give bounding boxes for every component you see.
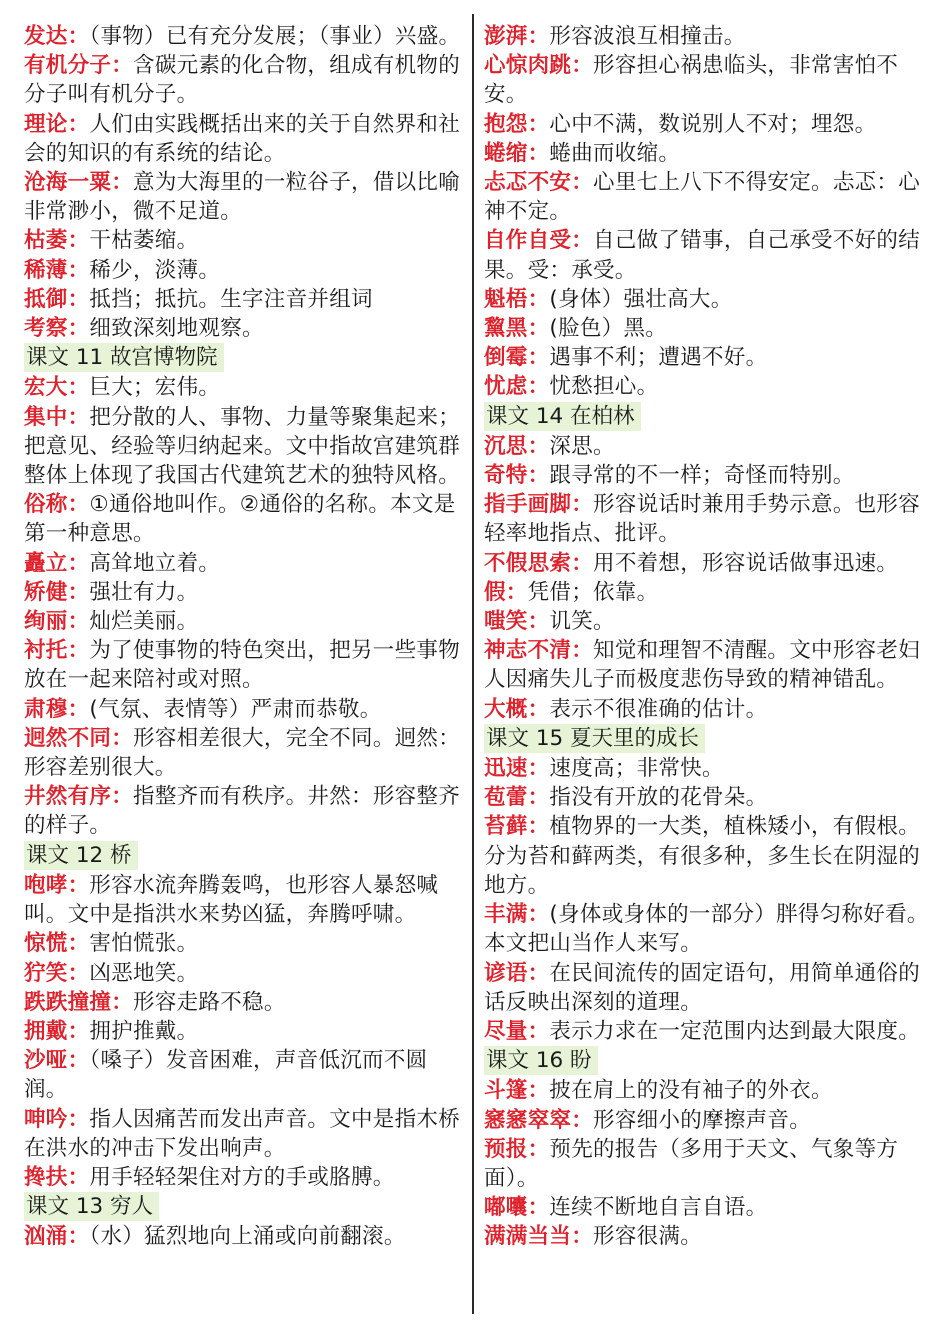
vocab-entry (24, 256, 469, 285)
vocab-entry (24, 549, 469, 578)
lesson-heading (484, 402, 929, 432)
vocab-definition: 表示力求在一定范围内达到最大限度。 (549, 1018, 921, 1044)
vocab-term: 汹涌： (24, 1224, 90, 1250)
vocab-definition: (脸色）黑。 (549, 316, 668, 342)
vocab-term: 奇特： (484, 463, 550, 489)
vocab-entry (24, 285, 469, 314)
vocab-entry (484, 432, 929, 461)
vocab-entry (484, 959, 929, 1017)
vocab-definition: 蜷曲而收缩。 (549, 140, 681, 166)
vocab-definition: 遇事不利；遭遇不好。 (549, 345, 768, 371)
vocab-definition: 细致深刻地观察。 (89, 316, 264, 342)
vocab-term: 不假思索： (484, 550, 594, 576)
vocab-term: 俗称： (24, 492, 90, 518)
vocab-entry (24, 929, 469, 958)
vocab-entry (24, 782, 469, 840)
vocab-term: 矫健： (24, 579, 90, 605)
vocab-term: 呻吟： (24, 1106, 90, 1132)
vocab-term: 黧黑： (484, 316, 550, 342)
vocab-definition: 含碳元素的化合物，组成有机物的分子叫有机分子。 (24, 53, 461, 108)
lesson-heading-text: 课文 15 夏天里的成长 (484, 724, 705, 753)
vocab-term: 自作自受： (484, 228, 594, 254)
vocab-definition: 形容相差很大，完全不同。迥然：形容差别很大。 (24, 725, 461, 781)
vocab-term: 满满当当： (484, 1224, 594, 1250)
vocab-term: 抵御： (24, 286, 90, 312)
vocab-entry (24, 1017, 469, 1046)
vocab-definition: 强壮有力。 (89, 579, 199, 605)
vocab-definition: 速度高；非常快。 (549, 756, 724, 782)
vocab-entry (24, 607, 469, 636)
vocab-definition: 用不着想，形容说话做事迅速。 (593, 550, 899, 576)
vocab-definition: 指人因痛苦而发出声音。文中是指木桥在洪水的冲击下发出响声。 (24, 1106, 461, 1161)
vocab-term: 矗立： (24, 550, 90, 576)
vocab-entry (484, 1017, 929, 1046)
vocab-term: 搀扶： (24, 1164, 90, 1190)
vocab-definition: 高耸地立着。 (89, 550, 221, 576)
vocab-entry (484, 490, 929, 548)
vocab-definition: 形容细小的摩擦声音。 (593, 1107, 812, 1133)
vocab-entry (484, 1076, 929, 1105)
vocab-entry (484, 372, 929, 401)
vocab-definition: 讥笑。 (549, 609, 615, 635)
vocab-entry (24, 110, 469, 168)
column-divider (472, 14, 474, 1314)
vocab-term: 枯萎： (24, 228, 90, 254)
lesson-heading (24, 841, 469, 871)
vocab-definition: 抵挡；抵抗。生字注音并组词 (89, 286, 373, 312)
vocab-definition: 预先的报告（多用于天文、气象等方面）。 (484, 1136, 899, 1191)
vocab-entry (484, 314, 929, 343)
vocab-definition: 凭借；依靠。 (527, 579, 659, 605)
vocab-definition: 自己做了错事，自己承受不好的结果。受：承受。 (484, 228, 921, 283)
lesson-heading (484, 1046, 929, 1076)
vocab-definition: 指没有开放的花骨朵。 (549, 785, 768, 811)
vocab-term: 神志不清： (484, 638, 594, 664)
vocab-entry (484, 900, 929, 958)
vocab-entry (24, 490, 469, 548)
vocab-entry (24, 226, 469, 255)
vocab-definition: 心里七上八下不得安定。忐忑：心神不定。 (484, 170, 921, 225)
vocab-entry (484, 549, 929, 578)
vocab-term: 惊慌： (24, 931, 90, 957)
vocab-entry (484, 783, 929, 812)
vocab-term: 倒霉： (484, 345, 550, 371)
vocab-term: 大概： (484, 696, 550, 722)
vocab-term: 衬托： (24, 638, 90, 664)
vocab-term: 苔藓： (484, 814, 550, 840)
vocab-entry (484, 1135, 929, 1193)
vocab-term: 跌跌撞撞： (24, 989, 134, 1015)
vocab-definition: 表示不很准确的估计。 (549, 696, 768, 722)
lesson-heading (24, 1192, 469, 1222)
vocab-entry (24, 578, 469, 607)
vocab-definition: 形容说话时兼用手势示意。也形容轻率地指点、批评。 (484, 492, 921, 547)
vocab-entry (24, 1222, 469, 1251)
lesson-heading-text: 课文 14 在柏林 (484, 402, 641, 431)
vocab-term: 魁梧： (484, 286, 550, 312)
vocab-definition: 在民间流传的固定语句，用简单通俗的话反映出深刻的道理。 (484, 960, 921, 1015)
vocab-term: 抱怨： (484, 111, 550, 137)
vocab-entry (24, 22, 469, 51)
vocab-definition: 形容走路不稳。 (133, 989, 286, 1015)
vocab-definition: 害怕慌张。 (89, 931, 199, 957)
vocab-term: 假： (484, 579, 528, 605)
vocab-definition: 意为大海里的一粒谷子，借以比喻非常渺小，微不足道。 (24, 170, 461, 225)
vocab-definition: 把分散的人、事物、力量等聚集起来；把意见、经验等归纳起来。文中指故宫建筑群整体上体现了我国古代建筑艺术的独特风格。 (24, 404, 461, 489)
vocab-definition: 干枯萎缩。 (89, 228, 199, 254)
vocab-definition: (身体）强壮高大。 (549, 286, 733, 312)
vocab-entry (24, 636, 469, 694)
vocab-definition: 用手轻轻架住对方的手或胳膊。 (89, 1164, 395, 1190)
vocab-definition: 为了使事物的特色突出，把另一些事物放在一起来陪衬或对照。 (24, 638, 461, 693)
vocab-definition: 跟寻常的不一样；奇怪而特别。 (549, 463, 855, 489)
vocab-entry (24, 1046, 469, 1104)
vocab-definition: 形容波浪互相撞击。 (549, 24, 746, 49)
vocab-entry (24, 988, 469, 1017)
vocab-definition: 心中不满，数说别人不对；埋怨。 (549, 111, 877, 137)
vocab-term: 沙哑： (24, 1048, 90, 1074)
lesson-heading-text: 课文 11 故宫博物院 (24, 343, 224, 372)
vocab-definition: (气氛、表情等）严肃而恭敬。 (89, 696, 382, 722)
vocab-definition: 形容水流奔腾轰鸣，也形容人暴怒喊叫。文中是指洪水来势凶猛，奔腾呼啸。 (24, 872, 439, 928)
vocab-term: 井然有序： (24, 784, 134, 810)
vocab-term: 有机分子： (24, 53, 134, 79)
vocab-entry (24, 373, 469, 402)
vocab-entry (24, 871, 469, 929)
vocab-term: 肃穆： (24, 696, 90, 722)
vocab-definition: （嗓子）发音困难，声音低沉而不圆润。 (24, 1048, 428, 1103)
lesson-heading-text: 课文 13 穷人 (24, 1192, 159, 1221)
vocab-term: 澎湃： (484, 24, 550, 49)
vocab-entry (24, 959, 469, 988)
vocab-term: 蜷缩： (484, 140, 550, 166)
vocab-term: 发达： (24, 24, 90, 49)
vocab-entry (24, 314, 469, 343)
lesson-heading-text: 课文 16 盼 (484, 1046, 598, 1075)
vocab-term: 绚丽： (24, 609, 90, 635)
vocab-term: 嘟囔： (484, 1195, 550, 1221)
vocab-term: 迅速： (484, 756, 550, 782)
lesson-heading-text: 课文 12 桥 (24, 841, 138, 870)
vocab-definition: 人们由实践概括出来的关于自然界和社会的知识的有系统的结论。 (24, 111, 461, 166)
vocab-definition: 指整齐而有秩序。井然：形容整齐的样子。 (24, 784, 461, 839)
vocab-term: 理论： (24, 111, 90, 137)
vocab-entry (484, 1106, 929, 1135)
vocab-term: 拥戴： (24, 1018, 90, 1044)
lesson-heading (484, 724, 929, 754)
vocab-term: 谚语： (484, 960, 550, 986)
vocab-entry (484, 51, 929, 109)
vocab-entry (484, 461, 929, 490)
vocab-entry (484, 578, 929, 607)
vocab-entry (484, 636, 929, 694)
vocab-entry (484, 168, 929, 226)
vocab-entry (484, 139, 929, 168)
vocab-term: 考察： (24, 316, 90, 342)
vocab-definition: (身体或身体的一部分）胖得匀称好看。本文把山当作人来写。 (484, 902, 929, 957)
vocab-definition: （水）猛烈地向上涌或向前翻滚。 (89, 1224, 406, 1250)
vocab-term: 沉思： (484, 433, 550, 459)
vocab-entry (24, 724, 469, 782)
vocab-definition: 忧愁担心。 (549, 374, 659, 400)
vocab-entry (24, 168, 469, 226)
vocab-definition: ①通俗地叫作。②通俗的名称。本文是第一种意思。 (24, 492, 456, 547)
vocab-term: 集中： (24, 404, 90, 430)
vocab-definition: 形容担心祸患临头，非常害怕不安。 (484, 53, 899, 108)
lesson-heading (24, 343, 469, 373)
vocab-entry (484, 1193, 929, 1222)
vocab-entry (484, 226, 929, 284)
vocab-term: 指手画脚： (484, 492, 594, 518)
vocab-entry (484, 607, 929, 636)
left-column (24, 22, 469, 1252)
vocab-term: 嗤笑： (484, 609, 550, 635)
vocab-term: 沧海一粟： (24, 170, 134, 196)
vocab-entry (24, 695, 469, 724)
vocab-term: 迥然不同： (24, 725, 134, 751)
vocab-entry (24, 51, 469, 109)
vocab-definition: 深思。 (549, 433, 615, 459)
vocab-definition: 巨大；宏伟。 (89, 375, 221, 401)
vocab-entry (484, 110, 929, 139)
vocab-entry (24, 1105, 469, 1163)
vocab-term: 苞蕾： (484, 785, 550, 811)
right-column (484, 22, 929, 1252)
vocab-term: 咆哮： (24, 872, 90, 898)
vocab-term: 心惊肉跳： (484, 53, 594, 79)
vocab-term: 斗篷： (484, 1078, 550, 1104)
vocab-entry (484, 343, 929, 372)
vocab-term: 尽量： (484, 1018, 550, 1044)
vocab-entry (484, 695, 929, 724)
vocab-entry (484, 754, 929, 783)
vocab-term: 忐忑不安： (484, 170, 594, 196)
vocab-definition: 披在肩上的没有袖子的外衣。 (549, 1078, 833, 1104)
vocab-term: 预报： (484, 1136, 550, 1162)
vocab-term: 宏大： (24, 375, 90, 401)
vocab-entry (484, 1222, 929, 1251)
vocab-definition: 拥护推戴。 (89, 1018, 199, 1044)
vocab-term: 忧虑： (484, 374, 550, 400)
vocab-term: 稀薄： (24, 257, 90, 283)
vocab-definition: 知觉和理智不清醒。文中形容老妇人因痛失儿子而极度悲伤导致的精神错乱。 (484, 638, 921, 693)
vocab-definition: 稀少，淡薄。 (89, 257, 221, 283)
vocab-entry (484, 812, 929, 900)
vocab-definition: 连续不断地自言自语。 (549, 1195, 768, 1221)
vocab-definition: 植物界的一大类，植株矮小，有假根。分为苔和藓两类，有很多种，多生长在阴湿的地方。 (484, 814, 921, 898)
vocab-term: 狞笑： (24, 960, 90, 986)
vocab-definition: 形容很满。 (593, 1224, 703, 1250)
vocab-entry (484, 22, 929, 51)
vocab-entry (484, 285, 929, 314)
vocab-definition: 灿烂美丽。 (89, 609, 199, 635)
vocab-term: 窸窸窣窣： (484, 1107, 594, 1133)
vocab-definition: （事物）已有充分发展；（事业）兴盛。 (89, 24, 461, 49)
vocab-definition: 凶恶地笑。 (89, 960, 199, 986)
vocab-entry (24, 1163, 469, 1192)
vocab-term: 丰满： (484, 902, 550, 928)
vocab-entry (24, 403, 469, 491)
